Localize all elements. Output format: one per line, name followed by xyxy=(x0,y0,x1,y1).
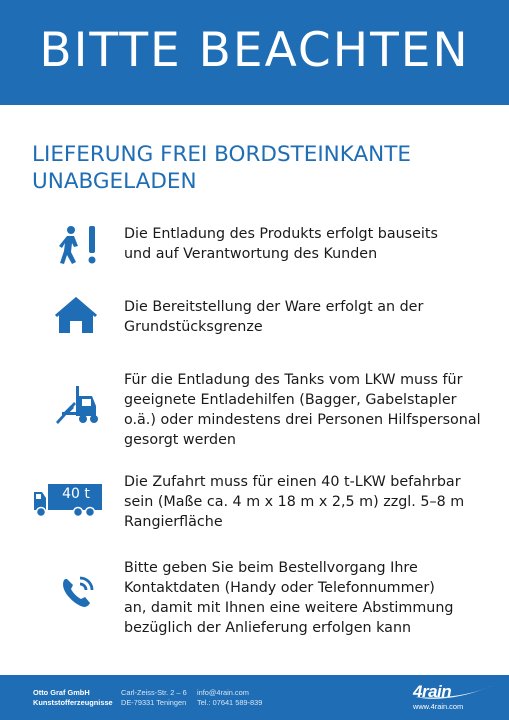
notice-line: Die Zufahrt muss für einen 40 t-LKW befahrbar xyxy=(124,474,461,490)
subtitle-line: UNABGELADEN xyxy=(32,169,197,194)
address-street: Carl-Zeiss-Str. 2 – 6 xyxy=(121,688,187,697)
notice-line: Rangierfläche xyxy=(124,514,223,530)
contact-email[interactable]: info@4rain.com xyxy=(197,688,249,697)
truck-icon xyxy=(32,482,104,518)
footer-company xyxy=(33,688,113,708)
footer-contact xyxy=(197,688,262,708)
notice-line: Die Entladung des Produkts erfolgt bauseits xyxy=(124,226,438,242)
notice-line: sein (Maße ca. 4 m x 18 m x 2,5 m) zzgl. 5–8 m xyxy=(124,494,465,510)
company-name: Otto Graf GmbH xyxy=(33,688,90,697)
address-city: DE-79331 Teningen xyxy=(121,698,187,707)
company-subtitle: Kunststofferzeugnisse xyxy=(33,698,113,707)
house-icon xyxy=(53,295,99,335)
subtitle-line: LIEFERUNG FREI BORDSTEINKANTE xyxy=(32,142,411,167)
contact-phone: Tel.: 07641 589-839 xyxy=(197,698,263,707)
footer-address xyxy=(121,688,187,708)
notice-line: Bitte geben Sie beim Bestellvorgang Ihre xyxy=(124,560,418,576)
header-banner xyxy=(0,0,509,105)
person-warning-icon xyxy=(54,224,100,270)
notice-line: gesorgt werden xyxy=(124,432,236,448)
website-link[interactable]: www.4rain.com xyxy=(413,702,464,711)
notice-line: geeignete Entladehilfen (Bagger, Gabelstapler xyxy=(124,392,457,408)
brand-logo: 4rain xyxy=(413,682,452,701)
truck-weight-label: 40 t xyxy=(62,486,90,502)
notice-line: Grundstücksgrenze xyxy=(124,319,263,335)
phone-icon xyxy=(58,572,98,612)
notice-line: und auf Verantwortung des Kunden xyxy=(124,246,378,262)
notice-line: an, damit mit Ihnen eine weitere Abstimmung xyxy=(124,600,454,616)
notice-line: o.ä.) oder mindestens drei Personen Hilfspersonal xyxy=(124,412,481,428)
page-title: BITTE BEACHTEN xyxy=(39,23,470,78)
notice-line: Die Bereitstellung der Ware erfolgt an der xyxy=(124,299,424,315)
notice-line: bezüglich der Anlieferung erfolgen kann xyxy=(124,620,412,636)
forklift-icon xyxy=(54,382,102,428)
notice-line: Für die Entladung des Tanks vom LKW muss für xyxy=(124,372,463,388)
subtitle xyxy=(32,141,492,195)
notice-line: Kontaktdaten (Handy oder Telefonnummer) xyxy=(124,580,435,596)
